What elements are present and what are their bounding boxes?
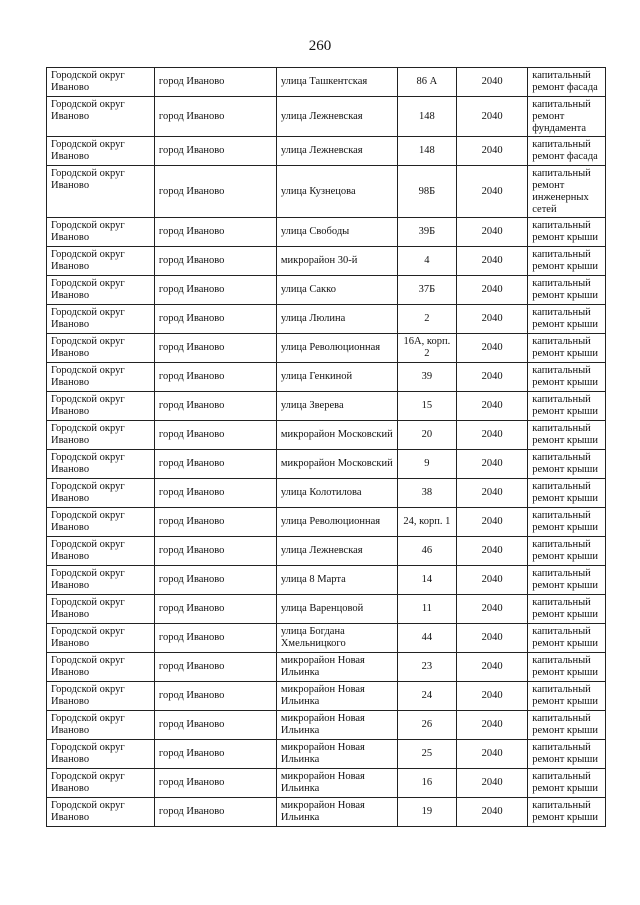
cell-municipal-district: Городской округ Иваново bbox=[47, 479, 155, 508]
table-row bbox=[47, 305, 606, 334]
cell-year: 2040 bbox=[457, 711, 528, 740]
cell-house-number: 86 А bbox=[397, 68, 456, 97]
cell-street: улица Лежневская bbox=[276, 97, 397, 137]
cell-street: улица Революционная bbox=[276, 334, 397, 363]
cell-settlement: город Иваново bbox=[154, 363, 276, 392]
cell-municipal-district: Городской округ Иваново bbox=[47, 537, 155, 566]
cell-house-number: 23 bbox=[397, 653, 456, 682]
cell-street: улица Люлина bbox=[276, 305, 397, 334]
cell-house-number: 26 bbox=[397, 711, 456, 740]
cell-year: 2040 bbox=[457, 566, 528, 595]
cell-municipal-district: Городской округ Иваново bbox=[47, 97, 155, 137]
cell-street: улица Зверева bbox=[276, 392, 397, 421]
cell-year: 2040 bbox=[457, 97, 528, 137]
cell-municipal-district: Городской округ Иваново bbox=[47, 740, 155, 769]
cell-work-type: капитальный ремонт крыши bbox=[528, 305, 606, 334]
cell-municipal-district: Городской округ Иваново bbox=[47, 392, 155, 421]
cell-year: 2040 bbox=[457, 624, 528, 653]
cell-municipal-district: Городской округ Иваново bbox=[47, 566, 155, 595]
table-row bbox=[47, 595, 606, 624]
table-row bbox=[47, 68, 606, 97]
cell-house-number: 11 bbox=[397, 595, 456, 624]
cell-year: 2040 bbox=[457, 740, 528, 769]
table-row bbox=[47, 247, 606, 276]
cell-year: 2040 bbox=[457, 392, 528, 421]
cell-year: 2040 bbox=[457, 334, 528, 363]
cell-house-number: 37Б bbox=[397, 276, 456, 305]
cell-year: 2040 bbox=[457, 421, 528, 450]
cell-work-type: капитальный ремонт крыши bbox=[528, 624, 606, 653]
cell-settlement: город Иваново bbox=[154, 624, 276, 653]
cell-year: 2040 bbox=[457, 537, 528, 566]
cell-house-number: 25 bbox=[397, 740, 456, 769]
cell-street: микрорайон Новая Ильинка bbox=[276, 740, 397, 769]
cell-settlement: город Иваново bbox=[154, 740, 276, 769]
cell-municipal-district: Городской округ Иваново bbox=[47, 653, 155, 682]
cell-year: 2040 bbox=[457, 363, 528, 392]
cell-year: 2040 bbox=[457, 653, 528, 682]
cell-street: микрорайон Новая Ильинка bbox=[276, 653, 397, 682]
table-row bbox=[47, 624, 606, 653]
cell-settlement: город Иваново bbox=[154, 276, 276, 305]
page-number: 260 bbox=[308, 38, 332, 54]
cell-house-number: 38 bbox=[397, 479, 456, 508]
cell-street: микрорайон 30-й bbox=[276, 247, 397, 276]
cell-year: 2040 bbox=[457, 68, 528, 97]
cell-year: 2040 bbox=[457, 218, 528, 247]
table-row bbox=[47, 137, 606, 166]
cell-street: микрорайон Новая Ильинка bbox=[276, 711, 397, 740]
cell-street: улица Варенцовой bbox=[276, 595, 397, 624]
cell-settlement: город Иваново bbox=[154, 653, 276, 682]
cell-work-type: капитальный ремонт крыши bbox=[528, 682, 606, 711]
cell-municipal-district: Городской округ Иваново bbox=[47, 166, 155, 218]
cell-street: улица Колотилова bbox=[276, 479, 397, 508]
cell-year: 2040 bbox=[457, 769, 528, 798]
cell-house-number: 148 bbox=[397, 137, 456, 166]
cell-settlement: город Иваново bbox=[154, 566, 276, 595]
cell-year: 2040 bbox=[457, 798, 528, 827]
cell-house-number: 98Б bbox=[397, 166, 456, 218]
cell-work-type: капитальный ремонт крыши bbox=[528, 798, 606, 827]
table-body bbox=[47, 68, 606, 827]
table-row bbox=[47, 711, 606, 740]
cell-work-type: капитальный ремонт фундамента bbox=[528, 97, 606, 137]
cell-work-type: капитальный ремонт крыши bbox=[528, 363, 606, 392]
cell-house-number: 14 bbox=[397, 566, 456, 595]
cell-work-type: капитальный ремонт крыши bbox=[528, 247, 606, 276]
table-row bbox=[47, 653, 606, 682]
cell-work-type: капитальный ремонт крыши bbox=[528, 392, 606, 421]
table-row bbox=[47, 363, 606, 392]
table-row bbox=[47, 508, 606, 537]
cell-work-type: капитальный ремонт крыши bbox=[528, 508, 606, 537]
table-row bbox=[47, 421, 606, 450]
cell-street: улица Кузнецова bbox=[276, 166, 397, 218]
cell-settlement: город Иваново bbox=[154, 334, 276, 363]
cell-work-type: капитальный ремонт крыши bbox=[528, 769, 606, 798]
cell-house-number: 24, корп. 1 bbox=[397, 508, 456, 537]
cell-house-number: 24 bbox=[397, 682, 456, 711]
cell-municipal-district: Городской округ Иваново bbox=[47, 305, 155, 334]
repair-program-table bbox=[46, 67, 606, 827]
cell-municipal-district: Городской округ Иваново bbox=[47, 450, 155, 479]
cell-municipal-district: Городской округ Иваново bbox=[47, 68, 155, 97]
cell-municipal-district: Городской округ Иваново bbox=[47, 137, 155, 166]
cell-house-number: 16 bbox=[397, 769, 456, 798]
cell-settlement: город Иваново bbox=[154, 595, 276, 624]
cell-municipal-district: Городской округ Иваново bbox=[47, 276, 155, 305]
table-row bbox=[47, 566, 606, 595]
cell-house-number: 15 bbox=[397, 392, 456, 421]
cell-street: улица Лежневская bbox=[276, 137, 397, 166]
cell-settlement: город Иваново bbox=[154, 711, 276, 740]
cell-settlement: город Иваново bbox=[154, 166, 276, 218]
cell-work-type: капитальный ремонт крыши bbox=[528, 711, 606, 740]
cell-settlement: город Иваново bbox=[154, 508, 276, 537]
cell-house-number: 39 bbox=[397, 363, 456, 392]
cell-settlement: город Иваново bbox=[154, 769, 276, 798]
cell-settlement: город Иваново bbox=[154, 421, 276, 450]
cell-municipal-district: Городской округ Иваново bbox=[47, 334, 155, 363]
cell-municipal-district: Городской округ Иваново bbox=[47, 711, 155, 740]
cell-municipal-district: Городской округ Иваново bbox=[47, 247, 155, 276]
cell-settlement: город Иваново bbox=[154, 137, 276, 166]
cell-house-number: 16А, корп. 2 bbox=[397, 334, 456, 363]
table-row bbox=[47, 798, 606, 827]
table-row bbox=[47, 97, 606, 137]
cell-work-type: капитальный ремонт инженерных сетей bbox=[528, 166, 606, 218]
cell-work-type: капитальный ремонт крыши bbox=[528, 595, 606, 624]
cell-settlement: город Иваново bbox=[154, 450, 276, 479]
cell-municipal-district: Городской округ Иваново bbox=[47, 218, 155, 247]
cell-work-type: капитальный ремонт фасада bbox=[528, 68, 606, 97]
cell-work-type: капитальный ремонт крыши bbox=[528, 566, 606, 595]
cell-street: улица Революционная bbox=[276, 508, 397, 537]
cell-year: 2040 bbox=[457, 276, 528, 305]
cell-work-type: капитальный ремонт крыши bbox=[528, 537, 606, 566]
cell-work-type: капитальный ремонт крыши bbox=[528, 450, 606, 479]
table-row bbox=[47, 740, 606, 769]
cell-house-number: 39Б bbox=[397, 218, 456, 247]
table-row bbox=[47, 479, 606, 508]
cell-year: 2040 bbox=[457, 247, 528, 276]
cell-settlement: город Иваново bbox=[154, 798, 276, 827]
cell-settlement: город Иваново bbox=[154, 218, 276, 247]
cell-settlement: город Иваново bbox=[154, 479, 276, 508]
cell-municipal-district: Городской округ Иваново bbox=[47, 595, 155, 624]
table-row bbox=[47, 682, 606, 711]
cell-work-type: капитальный ремонт крыши bbox=[528, 218, 606, 247]
cell-year: 2040 bbox=[457, 450, 528, 479]
cell-street: микрорайон Московский bbox=[276, 450, 397, 479]
cell-street: микрорайон Новая Ильинка bbox=[276, 769, 397, 798]
cell-settlement: город Иваново bbox=[154, 305, 276, 334]
cell-work-type: капитальный ремонт крыши bbox=[528, 653, 606, 682]
cell-year: 2040 bbox=[457, 305, 528, 334]
cell-street: улица 8 Марта bbox=[276, 566, 397, 595]
table-row bbox=[47, 769, 606, 798]
cell-street: микрорайон Новая Ильинка bbox=[276, 682, 397, 711]
cell-work-type: капитальный ремонт крыши bbox=[528, 421, 606, 450]
table-row bbox=[47, 166, 606, 218]
table-row bbox=[47, 450, 606, 479]
cell-municipal-district: Городской округ Иваново bbox=[47, 421, 155, 450]
cell-house-number: 9 bbox=[397, 450, 456, 479]
cell-municipal-district: Городской округ Иваново bbox=[47, 363, 155, 392]
cell-street: микрорайон Новая Ильинка bbox=[276, 798, 397, 827]
cell-settlement: город Иваново bbox=[154, 97, 276, 137]
cell-year: 2040 bbox=[457, 595, 528, 624]
cell-municipal-district: Городской округ Иваново bbox=[47, 508, 155, 537]
cell-house-number: 2 bbox=[397, 305, 456, 334]
cell-year: 2040 bbox=[457, 166, 528, 218]
table-row bbox=[47, 537, 606, 566]
cell-settlement: город Иваново bbox=[154, 68, 276, 97]
cell-municipal-district: Городской округ Иваново bbox=[47, 769, 155, 798]
cell-house-number: 19 bbox=[397, 798, 456, 827]
cell-house-number: 44 bbox=[397, 624, 456, 653]
cell-municipal-district: Городской округ Иваново bbox=[47, 798, 155, 827]
cell-street: микрорайон Московский bbox=[276, 421, 397, 450]
cell-municipal-district: Городской округ Иваново bbox=[47, 682, 155, 711]
cell-work-type: капитальный ремонт крыши bbox=[528, 479, 606, 508]
cell-street: улица Генкиной bbox=[276, 363, 397, 392]
table-row bbox=[47, 218, 606, 247]
cell-street: улица Лежневская bbox=[276, 537, 397, 566]
cell-street: улица Ташкентская bbox=[276, 68, 397, 97]
cell-year: 2040 bbox=[457, 508, 528, 537]
cell-street: улица Свободы bbox=[276, 218, 397, 247]
cell-year: 2040 bbox=[457, 479, 528, 508]
cell-year: 2040 bbox=[457, 137, 528, 166]
cell-work-type: капитальный ремонт крыши bbox=[528, 740, 606, 769]
cell-work-type: капитальный ремонт крыши bbox=[528, 276, 606, 305]
cell-house-number: 20 bbox=[397, 421, 456, 450]
cell-work-type: капитальный ремонт крыши bbox=[528, 334, 606, 363]
cell-house-number: 46 bbox=[397, 537, 456, 566]
cell-work-type: капитальный ремонт фасада bbox=[528, 137, 606, 166]
cell-house-number: 4 bbox=[397, 247, 456, 276]
cell-year: 2040 bbox=[457, 682, 528, 711]
cell-settlement: город Иваново bbox=[154, 537, 276, 566]
cell-municipal-district: Городской округ Иваново bbox=[47, 624, 155, 653]
cell-settlement: город Иваново bbox=[154, 682, 276, 711]
cell-street: улица Сакко bbox=[276, 276, 397, 305]
table-row bbox=[47, 334, 606, 363]
cell-settlement: город Иваново bbox=[154, 392, 276, 421]
cell-house-number: 148 bbox=[397, 97, 456, 137]
table-row bbox=[47, 392, 606, 421]
table-row bbox=[47, 276, 606, 305]
cell-settlement: город Иваново bbox=[154, 247, 276, 276]
cell-street: улица Богдана Хмельницкого bbox=[276, 624, 397, 653]
